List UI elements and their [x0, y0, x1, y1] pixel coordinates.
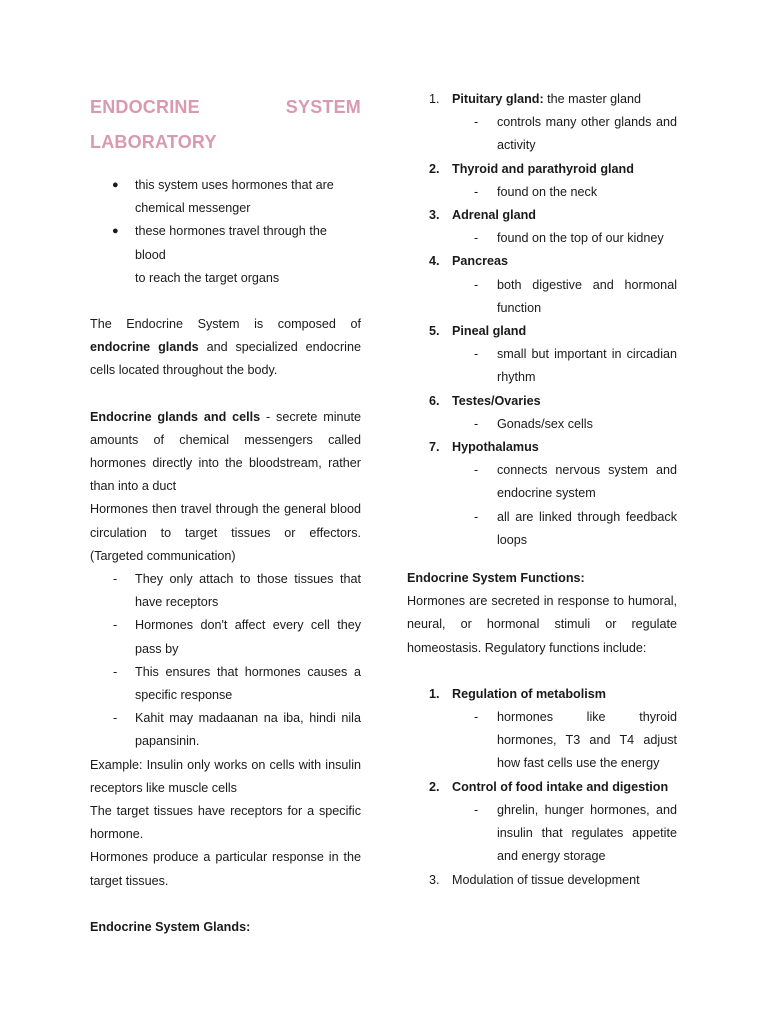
- sub-item: - small but important in circadian rhythm: [474, 347, 677, 385]
- list-item: - This ensures that hormones causes a specific response: [113, 664, 361, 703]
- bullet-icon: ●: [112, 179, 119, 191]
- list-item: 3. Adrenal gland: [429, 208, 536, 223]
- paragraph-example: Example: Insulin only works on cells with insulin receptors like muscle cells: [90, 757, 361, 795]
- sub-item: - controls many other glands and activity: [474, 115, 677, 153]
- list-item: 3. Modulation of tissue development: [429, 872, 640, 887]
- sub-item: - all are linked through feedback loops: [474, 509, 677, 547]
- list-item: [90, 174, 361, 220]
- sub-item: - hormones like thyroid hormones, T3 and T4 adjust how fast cells use the energy: [474, 710, 677, 771]
- list-item: - Kahit may madaanan na iba, hindi nila papansinin.: [113, 711, 361, 749]
- glands-list: [407, 88, 677, 552]
- paragraph-endocrine-system: The Endocrine System is composed of endocrine glands and specialized endocrine cells located throughout the body.: [90, 317, 361, 378]
- list-item: - Hormones don't affect every cell they pass by: [113, 618, 361, 656]
- list-item: 6. Testes/Ovaries: [429, 393, 541, 408]
- functions-list: [407, 683, 677, 892]
- list-item: 5. Pineal gland: [429, 324, 527, 339]
- list-item: 2. Control of food intake and digestion: [429, 779, 669, 794]
- title-word-laboratory: LABORATORY: [90, 132, 217, 152]
- functions-heading: Endocrine System Functions:: [407, 571, 585, 586]
- list-item: 1. Regulation of metabolism: [429, 686, 606, 701]
- bold-term: endocrine glands: [90, 340, 199, 355]
- intro-bullet-list: [90, 174, 361, 290]
- bold-term: Endocrine glands and cells: [90, 409, 261, 424]
- list-item: [90, 220, 361, 290]
- bullet-text: this system uses hormones that are: [135, 178, 334, 192]
- paragraph-glands-cells: Endocrine glands and cells - secrete minute amounts of chemical messengers called hormones directly into the bloodstream, rather than into a duct: [90, 409, 361, 494]
- bullet-text: chemical messenger: [135, 201, 251, 216]
- sub-item: - found on the neck: [474, 184, 598, 199]
- title-word-endocrine: ENDOCRINE: [90, 97, 200, 117]
- list-item: 7. Hypothalamus: [429, 440, 539, 455]
- sub-item: - connects nervous system and endocrine system: [474, 463, 677, 501]
- list-item: - They only attach to those tissues that have receptors: [113, 572, 361, 610]
- list-item: 1. Pituitary gland: the master gland: [429, 92, 641, 106]
- bullet-text: these hormones travel through the blood: [135, 224, 327, 262]
- list-item: 2. Thyroid and parathyroid gland: [429, 161, 634, 176]
- paragraph-target-tissues: The target tissues have receptors for a specific hormone.: [90, 804, 361, 842]
- right-column: [407, 88, 677, 892]
- sub-item: - Gonads/sex cells: [474, 416, 593, 431]
- paragraph-hormones-travel: Hormones then travel through the general blood circulation to target tissues or effectors. (Targeted communication): [90, 502, 361, 563]
- sub-item: - ghrelin, hunger hormones, and insulin that regulates appetite and energy storage: [474, 802, 677, 864]
- list-item: 4. Pancreas: [429, 254, 509, 269]
- sub-item: - found on the top of our kidney: [474, 231, 664, 246]
- glands-heading: Endocrine System Glands:: [90, 919, 251, 934]
- left-column: [90, 174, 361, 939]
- sub-item: - both digestive and hormonal function: [474, 277, 677, 315]
- page-title: [90, 90, 361, 160]
- paragraph-functions: Hormones are secreted in response to humoral, neural, or hormonal stimuli or regulate homeostasis. Regulatory functions include:: [407, 594, 677, 655]
- targeted-communication-list: [90, 568, 361, 754]
- bullet-icon: ●: [112, 225, 119, 238]
- bullet-text: to reach the target organs: [135, 270, 280, 285]
- title-word-system: SYSTEM: [285, 97, 361, 117]
- paragraph-hormones-response: Hormones produce a particular response in the target tissues.: [90, 850, 361, 888]
